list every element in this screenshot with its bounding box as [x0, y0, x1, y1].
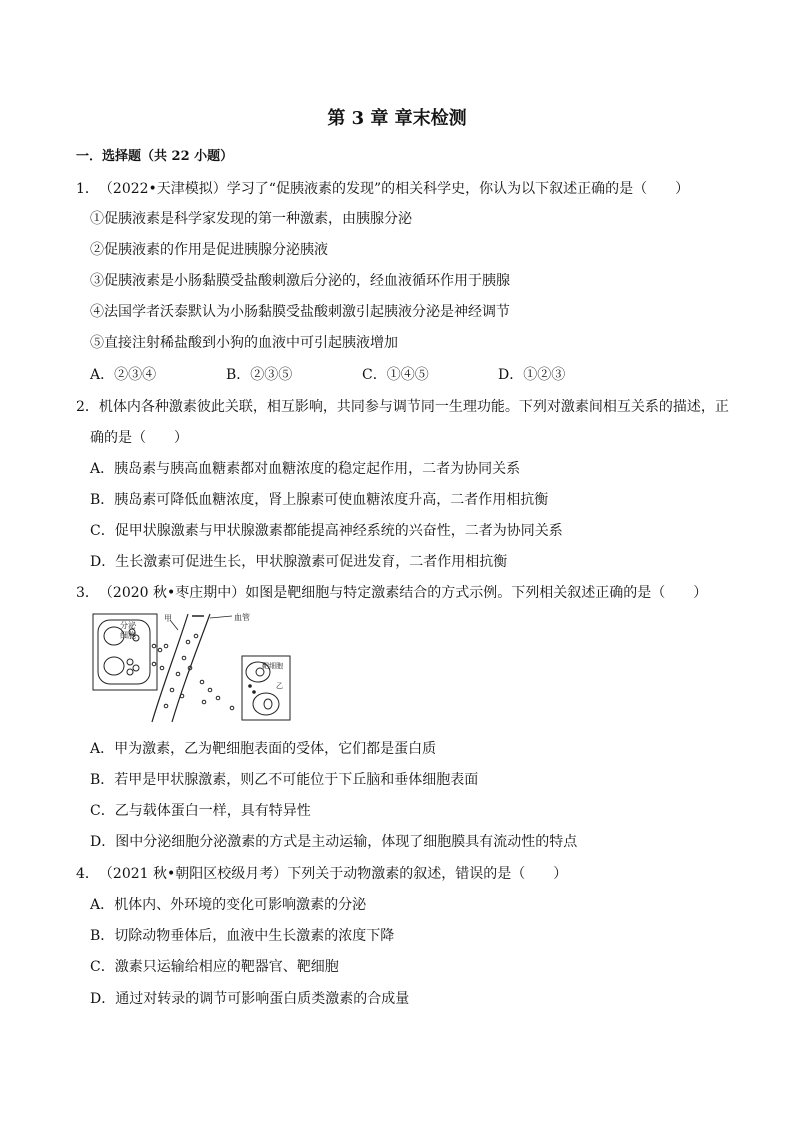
question-text: （2021 秋•朝阳区校级月考）下列关于动物激素的叙述，错误的是（ ）: [98, 866, 568, 882]
answer-option: C．激素只运输给相应的靶器官、靶细胞: [90, 959, 339, 975]
answer-option: C．①④⑤: [362, 367, 429, 383]
answer-option: D．生长激素可促进生长，甲状腺激素可促进发育，二者作用相抗衡: [90, 554, 508, 570]
question-number: 4．: [76, 866, 99, 882]
statement-item: ④法国学者沃泰默认为小肠黏膜受盐酸刺激引起胰液分泌是神经调节: [90, 304, 510, 320]
answer-option: A．甲为激素，乙为靶细胞表面的受体，它们都是蛋白质: [90, 741, 437, 757]
statement-item: ⑤直接注射稀盐酸到小狗的血液中可引起胰液增加: [90, 335, 398, 351]
question-3-stem: [76, 582, 707, 602]
page-title: 第 3 章 章末检测: [327, 108, 467, 129]
question-text: 机体内各种激素彼此关联，相互影响，共同参与调节同一生理功能。下列对激素间相互关系的描述，正: [98, 399, 729, 415]
label-target: 靶细胞: [262, 662, 283, 670]
question-number: 3．: [76, 585, 99, 601]
answer-option: D．①②③: [498, 367, 566, 383]
answer-option: B．若甲是甲状腺激素，则乙不可能位于下丘脑和垂体细胞表面: [90, 772, 479, 788]
answer-option: D．通过对转录的调节可影响蛋白质类激素的合成量: [90, 991, 410, 1007]
answer-option: A．②③④: [90, 367, 157, 383]
label-jia: 甲: [164, 614, 172, 623]
question-2-stem: [76, 396, 729, 416]
label-vessel: 血管: [234, 613, 250, 622]
statement-item: ③促胰液素是小肠黏膜受盐酸刺激后分泌的，经血液循环作用于胰腺: [90, 273, 510, 289]
question-4-stem: [76, 863, 567, 883]
answer-option: A．机体内、外环境的变化可影响激素的分泌: [90, 897, 367, 913]
question-number: 1．: [76, 181, 99, 197]
label-yi: 乙: [276, 682, 283, 690]
answer-option: B．②③⑤: [226, 367, 293, 383]
answer-options-row: [90, 364, 634, 384]
answer-option: B．胰岛素可降低血糖浓度，肾上腺素可使血糖浓度升高，二者作用相抗衡: [90, 492, 549, 508]
section-heading: 一．选择题（共 22 小题）: [76, 149, 234, 164]
statement-item: ②促胰液素的作用是促进胰腺分泌胰液: [90, 242, 328, 258]
answer-option: C．促甲状腺激素与甲状腺激素都能提高神经系统的兴奋性，二者为协同关系: [90, 523, 563, 539]
nucleus: [104, 657, 124, 675]
answer-option: C．乙与载体蛋白一样，具有特异性: [90, 803, 311, 819]
question-1-stem: [76, 178, 689, 198]
statement-item: ①促胰液素是科学家发现的第一种激素，由胰腺分泌: [90, 211, 412, 227]
question-number: 2．: [76, 399, 99, 415]
answer-option: A．胰岛素与胰高血糖素都对血糖浓度的稳定起作用，二者为协同关系: [90, 461, 521, 477]
question-text-continued: 确的是（ ）: [90, 430, 188, 446]
label-secretory-2: 细胞: [120, 631, 136, 640]
label-secretory-1: 分泌: [120, 621, 136, 630]
question-text: （2022•天津模拟）学习了“促胰液素的发现”的相关科学史，你认为以下叙述正确的是（ ）: [98, 181, 690, 197]
question-text: （2020 秋•枣庄期中）如图是靶细胞与特定激素结合的方式示例。下列相关叙述正确的是（ ）: [98, 585, 708, 601]
target-cell: [253, 693, 279, 715]
hormone-target-cell-figure: [92, 612, 292, 724]
answer-option: B．切除动物垂体后，血液中生长激素的浓度下降: [90, 928, 395, 944]
answer-option: D．图中分泌细胞分泌激素的方式是主动运输，体现了细胞膜具有流动性的特点: [90, 834, 578, 850]
